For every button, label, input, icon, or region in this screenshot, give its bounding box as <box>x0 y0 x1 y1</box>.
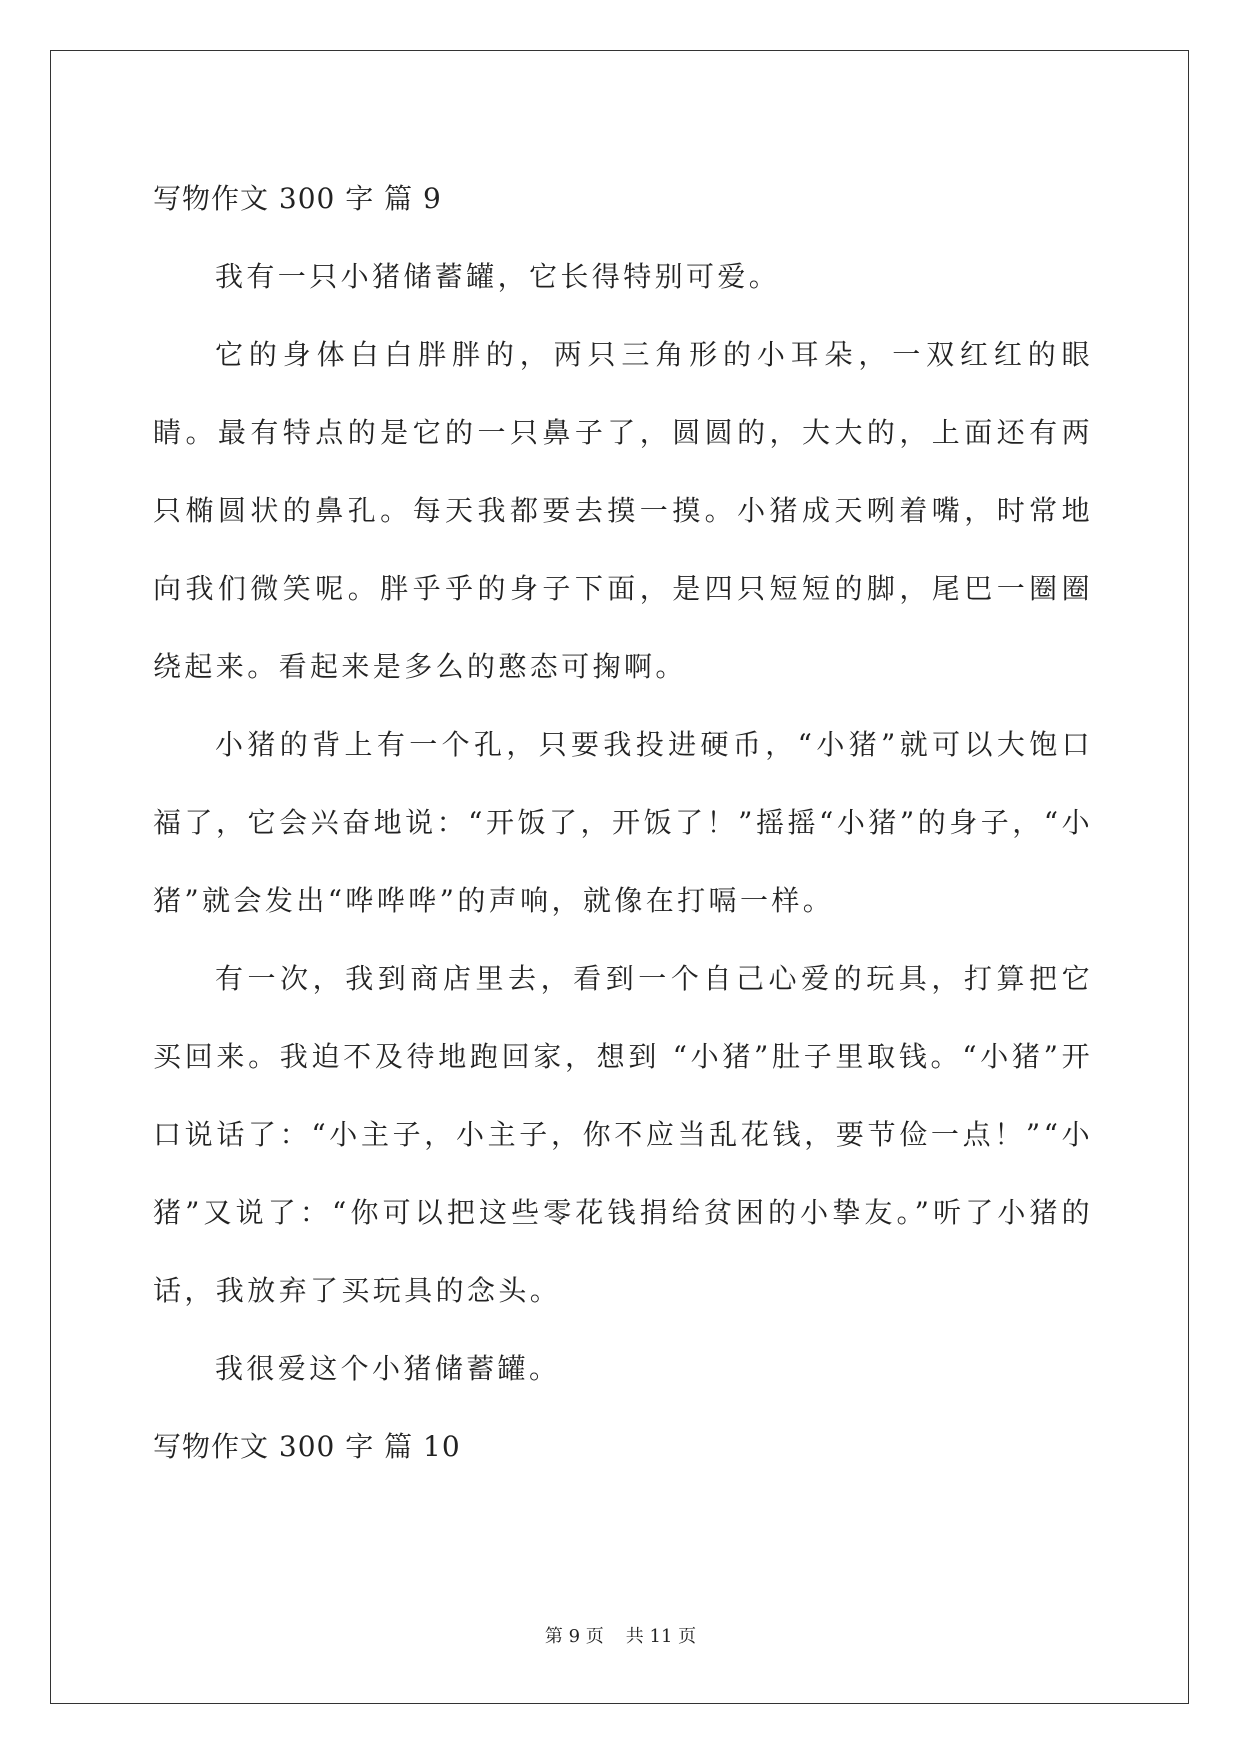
paragraph-5: 我很爱这个小猪储蓄罐。 <box>215 1352 561 1385</box>
page-footer <box>0 1622 1241 1648</box>
paragraph-3: 小猪的背上有一个孔，只要我投进硬币，“小猪”就可以大饱口福了，它会兴奋地说：“开饭了，开饭了！”摇摇“小猪”的身子，“小猪”就会发出“哗哗哗”的声响，就像在打嗝一样。 <box>153 728 1093 917</box>
paragraph-1: 我有一只小猪储蓄罐，它长得特别可爱。 <box>215 260 781 293</box>
paragraph-4: 有一次，我到商店里去，看到一个自己心爱的玩具，打算把它买回来。我迫不及待地跑回家，想到 “小猪”肚子里取钱。“小猪”开口说话了：“小主子，小主子，你不应当乱花钱，要节俭一点！”“小猪”又说了：“你可以把这些零花钱捐给贫困的小挚友。”听了小猪的话，我放弃了买玩具的念头。 <box>153 962 1093 1307</box>
paragraph-2: 它的身体白白胖胖的，两只三角形的小耳朵，一双红红的眼睛。最有特点的是它的一只鼻子了，圆圆的，大大的，上面还有两只椭圆状的鼻孔。每天我都要去摸一摸。小猪成天咧着嘴，时常地向我们微笑呢。胖乎乎的身子下面，是四只短短的脚，尾巴一圈圈绕起来。看起来是多么的憨态可掬啊。 <box>153 338 1093 683</box>
page-total: 共 11 页 <box>625 1626 697 1647</box>
document-body <box>153 160 1093 1486</box>
page-number: 第 9 页 <box>544 1626 604 1647</box>
section-heading-10: 写物作文 300 字 篇 10 <box>153 1430 461 1463</box>
section-heading-9: 写物作文 300 字 篇 9 <box>153 182 442 215</box>
